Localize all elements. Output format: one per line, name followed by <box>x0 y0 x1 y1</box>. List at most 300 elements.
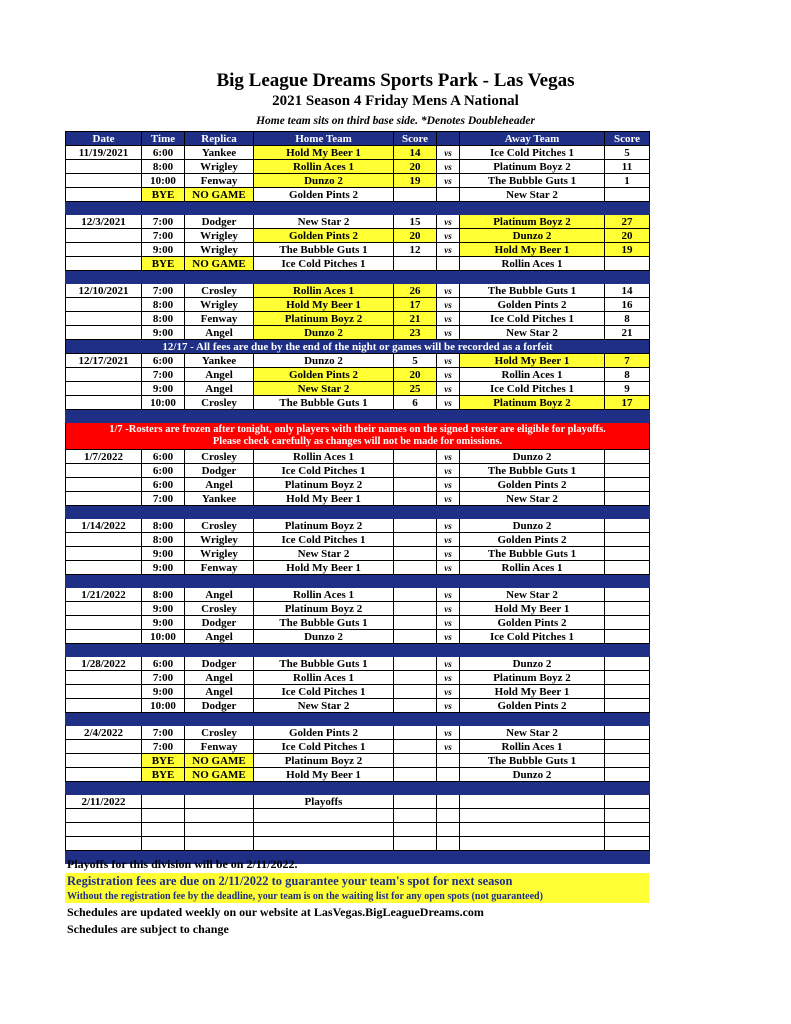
home-team-cell: Golden Pints 2 <box>254 368 394 382</box>
home-score-cell: 19 <box>394 174 437 188</box>
away-score-cell <box>605 533 650 547</box>
home-score-cell: 20 <box>394 368 437 382</box>
time-cell <box>142 809 185 823</box>
home-team-cell: New Star 2 <box>254 215 394 229</box>
date-cell <box>66 174 142 188</box>
home-score-cell: 6 <box>394 396 437 410</box>
home-score-cell <box>394 768 437 782</box>
replica-cell <box>185 823 254 837</box>
vs-cell: vs <box>437 450 460 464</box>
time-cell <box>142 795 185 809</box>
home-score-cell: 14 <box>394 146 437 160</box>
vs-cell <box>437 768 460 782</box>
home-score-cell <box>394 699 437 713</box>
separator-cell <box>66 644 650 657</box>
table-row <box>66 464 650 478</box>
away-team-cell: Dunzo 2 <box>460 768 605 782</box>
registration-waitlist: Without the registration fee by the deadline, your team is on the waiting list for any open spots (not guaranteed) <box>65 890 649 903</box>
vs-cell: vs <box>437 243 460 257</box>
home-team-cell: Ice Cold Pitches 1 <box>254 685 394 699</box>
time-cell: 9:00 <box>142 561 185 575</box>
table-row <box>66 298 650 312</box>
away-team-cell: Rollin Aces 1 <box>460 740 605 754</box>
table-row <box>66 188 650 202</box>
time-cell: 9:00 <box>142 602 185 616</box>
date-cell <box>66 257 142 271</box>
vs-cell: vs <box>437 478 460 492</box>
vs-cell <box>437 823 460 837</box>
separator-row <box>66 506 650 519</box>
date-cell <box>66 809 142 823</box>
home-score-cell <box>394 464 437 478</box>
away-score-cell: 27 <box>605 215 650 229</box>
table-row <box>66 616 650 630</box>
away-score-cell: 11 <box>605 160 650 174</box>
time-cell: 8:00 <box>142 533 185 547</box>
website-note: Schedules are updated weekly on our website at LasVegas.BigLeagueDreams.com <box>67 905 484 919</box>
vs-cell: vs <box>437 146 460 160</box>
away-team-cell: Ice Cold Pitches 1 <box>460 146 605 160</box>
away-score-cell: 17 <box>605 396 650 410</box>
date-cell <box>66 699 142 713</box>
table-row <box>66 699 650 713</box>
vs-cell: vs <box>437 547 460 561</box>
away-score-cell <box>605 657 650 671</box>
home-score-cell: 25 <box>394 382 437 396</box>
time-cell: BYE <box>142 754 185 768</box>
replica-cell: Dodger <box>185 657 254 671</box>
vs-cell: vs <box>437 588 460 602</box>
table-row <box>66 160 650 174</box>
vs-cell: vs <box>437 671 460 685</box>
away-team-cell: Golden Pints 2 <box>460 533 605 547</box>
date-cell <box>66 188 142 202</box>
away-team-cell: Dunzo 2 <box>460 519 605 533</box>
separator-cell <box>66 575 650 588</box>
date-cell: 12/3/2021 <box>66 215 142 229</box>
vs-cell: vs <box>437 630 460 644</box>
col-home-team: Home Team <box>254 132 394 146</box>
home-score-cell <box>394 602 437 616</box>
separator-cell <box>66 782 650 795</box>
table-row <box>66 478 650 492</box>
table-row <box>66 602 650 616</box>
date-cell <box>66 464 142 478</box>
time-cell: 8:00 <box>142 298 185 312</box>
date-cell <box>66 754 142 768</box>
replica-cell <box>185 809 254 823</box>
table-row <box>66 312 650 326</box>
schedule-note: Home team sits on third base side. *Denotes Doubleheader <box>256 115 535 127</box>
away-team-cell: Golden Pints 2 <box>460 699 605 713</box>
away-score-cell <box>605 809 650 823</box>
date-cell <box>66 229 142 243</box>
date-cell <box>66 533 142 547</box>
away-team-cell: Platinum Boyz 2 <box>460 215 605 229</box>
vs-cell <box>437 809 460 823</box>
home-score-cell <box>394 754 437 768</box>
table-row <box>66 354 650 368</box>
date-cell <box>66 368 142 382</box>
time-cell: 6:00 <box>142 146 185 160</box>
home-team-cell: The Bubble Guts 1 <box>254 616 394 630</box>
time-cell: 8:00 <box>142 588 185 602</box>
replica-cell: Angel <box>185 671 254 685</box>
home-score-cell <box>394 547 437 561</box>
date-cell <box>66 478 142 492</box>
table-row <box>66 533 650 547</box>
away-team-cell: Hold My Beer 1 <box>460 354 605 368</box>
home-score-cell: 15 <box>394 215 437 229</box>
home-team-cell: The Bubble Guts 1 <box>254 243 394 257</box>
away-team-cell: The Bubble Guts 1 <box>460 547 605 561</box>
table-row <box>66 450 650 464</box>
table-row <box>66 368 650 382</box>
replica-cell: Yankee <box>185 492 254 506</box>
vs-cell: vs <box>437 657 460 671</box>
replica-cell: Wrigley <box>185 298 254 312</box>
playoffs-note: Playoffs for this division will be on 2/11/2022. <box>67 857 298 871</box>
separator-cell <box>66 410 650 423</box>
away-team-cell: Rollin Aces 1 <box>460 257 605 271</box>
table-row <box>66 726 650 740</box>
time-cell: 7:00 <box>142 284 185 298</box>
vs-cell: vs <box>437 368 460 382</box>
time-cell: 6:00 <box>142 478 185 492</box>
replica-cell: NO GAME <box>185 768 254 782</box>
date-cell <box>66 243 142 257</box>
away-team-cell: The Bubble Guts 1 <box>460 754 605 768</box>
home-score-cell <box>394 809 437 823</box>
away-team-cell: Ice Cold Pitches 1 <box>460 312 605 326</box>
date-cell <box>66 561 142 575</box>
away-score-cell: 9 <box>605 382 650 396</box>
away-score-cell <box>605 492 650 506</box>
home-team-cell: Platinum Boyz 2 <box>254 754 394 768</box>
home-team-cell: Dunzo 2 <box>254 630 394 644</box>
home-score-cell <box>394 616 437 630</box>
away-score-cell <box>605 464 650 478</box>
time-cell: 6:00 <box>142 450 185 464</box>
away-score-cell: 1 <box>605 174 650 188</box>
date-cell <box>66 685 142 699</box>
away-team-cell: New Star 2 <box>460 326 605 340</box>
table-row <box>66 657 650 671</box>
away-score-cell <box>605 588 650 602</box>
date-cell <box>66 492 142 506</box>
away-team-cell: Golden Pints 2 <box>460 478 605 492</box>
separator-cell <box>66 271 650 284</box>
replica-cell: Yankee <box>185 354 254 368</box>
away-team-cell: The Bubble Guts 1 <box>460 464 605 478</box>
date-cell <box>66 396 142 410</box>
replica-cell: Angel <box>185 588 254 602</box>
replica-cell: NO GAME <box>185 754 254 768</box>
home-team-cell: Platinum Boyz 2 <box>254 478 394 492</box>
vs-cell: vs <box>437 726 460 740</box>
time-cell: 6:00 <box>142 354 185 368</box>
away-team-cell: Dunzo 2 <box>460 229 605 243</box>
home-score-cell <box>394 478 437 492</box>
away-score-cell: 19 <box>605 243 650 257</box>
vs-cell: vs <box>437 699 460 713</box>
away-team-cell: Dunzo 2 <box>460 657 605 671</box>
home-score-cell <box>394 588 437 602</box>
away-score-cell: 16 <box>605 298 650 312</box>
home-team-cell <box>254 809 394 823</box>
time-cell: 6:00 <box>142 464 185 478</box>
away-team-cell: Golden Pints 2 <box>460 298 605 312</box>
col-away-score: Score <box>605 132 650 146</box>
away-team-cell: New Star 2 <box>460 726 605 740</box>
home-score-cell: 20 <box>394 160 437 174</box>
replica-cell: Angel <box>185 382 254 396</box>
table-row <box>66 823 650 837</box>
date-cell <box>66 630 142 644</box>
home-team-cell: New Star 2 <box>254 382 394 396</box>
away-score-cell <box>605 671 650 685</box>
header-row <box>66 132 650 146</box>
replica-cell: Dodger <box>185 699 254 713</box>
away-score-cell <box>605 699 650 713</box>
home-score-cell <box>394 561 437 575</box>
vs-cell: vs <box>437 685 460 699</box>
date-cell: 11/19/2021 <box>66 146 142 160</box>
away-score-cell: 20 <box>605 229 650 243</box>
date-cell <box>66 382 142 396</box>
replica-cell: Wrigley <box>185 160 254 174</box>
away-score-cell <box>605 616 650 630</box>
time-cell: BYE <box>142 188 185 202</box>
replica-cell: Crosley <box>185 602 254 616</box>
time-cell: 7:00 <box>142 740 185 754</box>
date-cell <box>66 312 142 326</box>
vs-cell: vs <box>437 519 460 533</box>
roster-notice-row <box>66 423 650 450</box>
home-team-cell: Golden Pints 2 <box>254 726 394 740</box>
home-score-cell <box>394 257 437 271</box>
col-away-team: Away Team <box>460 132 605 146</box>
home-score-cell <box>394 657 437 671</box>
page-subtitle: 2021 Season 4 Friday Mens A National <box>272 93 519 109</box>
separator-row <box>66 644 650 657</box>
table-row <box>66 174 650 188</box>
table-row <box>66 561 650 575</box>
roster-notice-line-2: Please check carefully as changes will not be made for omissions. <box>212 436 503 447</box>
away-score-cell <box>605 726 650 740</box>
date-cell <box>66 326 142 340</box>
away-score-cell: 21 <box>605 326 650 340</box>
home-team-cell: Ice Cold Pitches 1 <box>254 464 394 478</box>
vs-cell: vs <box>437 326 460 340</box>
table-row <box>66 588 650 602</box>
vs-cell: vs <box>437 533 460 547</box>
change-note: Schedules are subject to change <box>67 922 229 936</box>
replica-cell: Dodger <box>185 616 254 630</box>
vs-cell: vs <box>437 174 460 188</box>
replica-cell: NO GAME <box>185 257 254 271</box>
separator-row <box>66 202 650 215</box>
time-cell: 8:00 <box>142 160 185 174</box>
table-row <box>66 215 650 229</box>
home-score-cell <box>394 492 437 506</box>
table-row <box>66 146 650 160</box>
home-team-cell: Hold My Beer 1 <box>254 298 394 312</box>
date-cell <box>66 547 142 561</box>
home-team-cell: Golden Pints 2 <box>254 188 394 202</box>
registration-due: Registration fees are due on 2/11/2022 to guarantee your team's spot for next season <box>65 873 649 890</box>
table-row <box>66 809 650 823</box>
vs-cell <box>437 795 460 809</box>
table-row <box>66 243 650 257</box>
home-team-cell: Platinum Boyz 2 <box>254 519 394 533</box>
replica-cell: Angel <box>185 368 254 382</box>
away-score-cell: 5 <box>605 146 650 160</box>
away-score-cell <box>605 257 650 271</box>
away-score-cell <box>605 450 650 464</box>
time-cell: 7:00 <box>142 368 185 382</box>
away-team-cell: Platinum Boyz 2 <box>460 671 605 685</box>
home-score-cell: 26 <box>394 284 437 298</box>
date-cell: 2/4/2022 <box>66 726 142 740</box>
vs-cell: vs <box>437 160 460 174</box>
vs-cell: vs <box>437 602 460 616</box>
away-team-cell: New Star 2 <box>460 492 605 506</box>
home-score-cell <box>394 740 437 754</box>
away-team-cell: Hold My Beer 1 <box>460 602 605 616</box>
date-cell <box>66 298 142 312</box>
vs-cell <box>437 257 460 271</box>
home-team-cell: Rollin Aces 1 <box>254 671 394 685</box>
away-team-cell: Rollin Aces 1 <box>460 561 605 575</box>
time-cell: 10:00 <box>142 699 185 713</box>
home-team-cell: The Bubble Guts 1 <box>254 657 394 671</box>
away-team-cell: Platinum Boyz 2 <box>460 396 605 410</box>
date-cell: 1/7/2022 <box>66 450 142 464</box>
home-team-cell: Golden Pints 2 <box>254 229 394 243</box>
time-cell: 9:00 <box>142 547 185 561</box>
away-team-cell: Rollin Aces 1 <box>460 368 605 382</box>
table-row <box>66 492 650 506</box>
home-score-cell: 21 <box>394 312 437 326</box>
separator-cell <box>66 506 650 519</box>
home-team-cell: Dunzo 2 <box>254 326 394 340</box>
time-cell: 6:00 <box>142 657 185 671</box>
vs-cell: vs <box>437 492 460 506</box>
home-team-cell: Platinum Boyz 2 <box>254 602 394 616</box>
replica-cell: Angel <box>185 630 254 644</box>
replica-cell: Yankee <box>185 146 254 160</box>
time-cell: 9:00 <box>142 243 185 257</box>
away-team-cell <box>460 809 605 823</box>
date-cell: 1/28/2022 <box>66 657 142 671</box>
notice-row <box>66 340 650 354</box>
replica-cell: Crosley <box>185 450 254 464</box>
date-cell: 12/10/2021 <box>66 284 142 298</box>
time-cell: 10:00 <box>142 174 185 188</box>
vs-cell: vs <box>437 229 460 243</box>
time-cell: 7:00 <box>142 726 185 740</box>
away-score-cell <box>605 547 650 561</box>
table-row <box>66 837 650 851</box>
date-cell <box>66 602 142 616</box>
page-title: Big League Dreams Sports Park - Las Vegas <box>216 70 575 91</box>
replica-cell: Fenway <box>185 561 254 575</box>
replica-cell: Wrigley <box>185 243 254 257</box>
separator-cell <box>66 202 650 215</box>
table-row <box>66 685 650 699</box>
home-score-cell <box>394 823 437 837</box>
vs-cell: vs <box>437 396 460 410</box>
date-cell <box>66 671 142 685</box>
away-score-cell: 8 <box>605 368 650 382</box>
date-cell <box>66 837 142 851</box>
away-team-cell: Ice Cold Pitches 1 <box>460 382 605 396</box>
time-cell: 9:00 <box>142 685 185 699</box>
home-team-cell <box>254 823 394 837</box>
away-score-cell <box>605 561 650 575</box>
away-score-cell <box>605 823 650 837</box>
away-score-cell <box>605 519 650 533</box>
away-team-cell: Golden Pints 2 <box>460 616 605 630</box>
col-time: Time <box>142 132 185 146</box>
table-row <box>66 630 650 644</box>
away-score-cell <box>605 602 650 616</box>
away-score-cell <box>605 768 650 782</box>
vs-cell: vs <box>437 354 460 368</box>
away-team-cell: The Bubble Guts 1 <box>460 174 605 188</box>
vs-cell: vs <box>437 298 460 312</box>
time-cell: 7:00 <box>142 229 185 243</box>
replica-cell: Crosley <box>185 726 254 740</box>
separator-cell <box>66 713 650 726</box>
home-score-cell: 20 <box>394 229 437 243</box>
replica-cell: Wrigley <box>185 533 254 547</box>
home-score-cell <box>394 630 437 644</box>
time-cell: 7:00 <box>142 215 185 229</box>
table-row <box>66 768 650 782</box>
home-score-cell: 17 <box>394 298 437 312</box>
table-row <box>66 754 650 768</box>
home-score-cell: 23 <box>394 326 437 340</box>
away-score-cell <box>605 795 650 809</box>
away-team-cell <box>460 795 605 809</box>
table-row <box>66 396 650 410</box>
replica-cell: Fenway <box>185 312 254 326</box>
vs-cell <box>437 754 460 768</box>
away-team-cell: The Bubble Guts 1 <box>460 284 605 298</box>
col-date: Date <box>66 132 142 146</box>
roster-notice-line-1: 1/7 -Rosters are frozen after tonight, only players with their names on the signed roster are eligible for playoffs. <box>109 424 606 435</box>
replica-cell: Angel <box>185 685 254 699</box>
table-row <box>66 229 650 243</box>
replica-cell: NO GAME <box>185 188 254 202</box>
time-cell: 8:00 <box>142 519 185 533</box>
away-score-cell: 14 <box>605 284 650 298</box>
time-cell <box>142 823 185 837</box>
away-team-cell <box>460 837 605 851</box>
home-team-cell: Dunzo 2 <box>254 174 394 188</box>
vs-cell: vs <box>437 312 460 326</box>
separator-row <box>66 410 650 423</box>
date-cell: 1/14/2022 <box>66 519 142 533</box>
replica-cell: Wrigley <box>185 229 254 243</box>
home-score-cell <box>394 533 437 547</box>
replica-cell: Dodger <box>185 464 254 478</box>
home-score-cell: 5 <box>394 354 437 368</box>
home-team-cell: Ice Cold Pitches 1 <box>254 533 394 547</box>
home-team-cell: Playoffs <box>254 795 394 809</box>
